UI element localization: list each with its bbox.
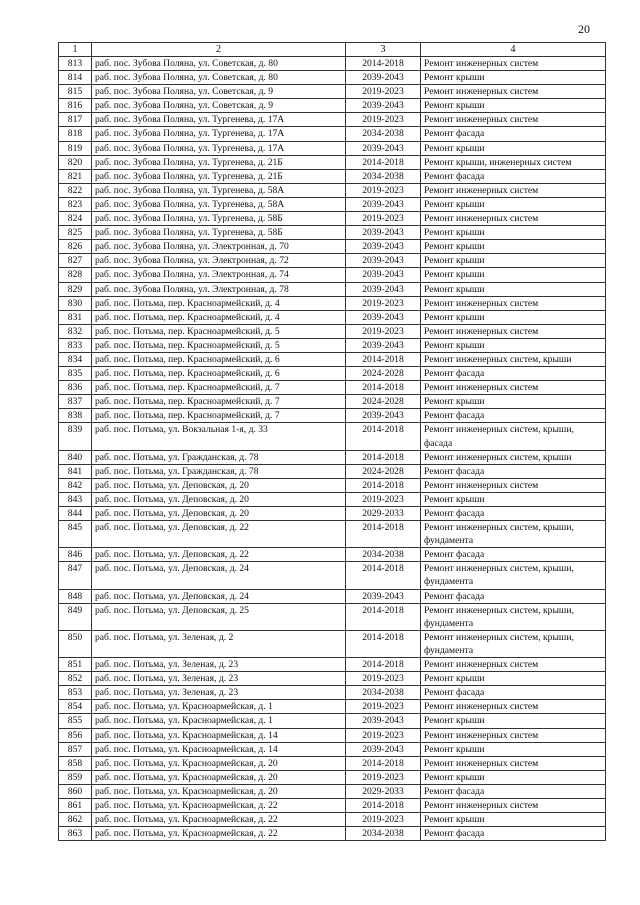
period-cell: 2019-2023 <box>346 212 421 226</box>
address-cell: раб. пос. Потьма, ул. Красноармейская, д. 1 <box>92 714 346 728</box>
address-cell: раб. пос. Потьма, ул. Красноармейская, д. 20 <box>92 784 346 798</box>
work-type-cell: Ремонт инженерных систем <box>421 381 606 395</box>
table-row <box>59 756 606 770</box>
page-number: 20 <box>578 22 590 36</box>
address-cell: раб. пос. Потьма, ул. Деповская, д. 24 <box>92 589 346 603</box>
period-cell: 2039-2043 <box>346 742 421 756</box>
row-number-cell: 833 <box>59 338 92 352</box>
work-type-cell: Ремонт инженерных систем, крыши, фундамента <box>421 603 606 630</box>
period-cell: 2039-2043 <box>346 268 421 282</box>
address-cell: раб. пос. Потьма, ул. Деповская, д. 24 <box>92 562 346 589</box>
work-type-cell: Ремонт инженерных систем <box>421 183 606 197</box>
period-cell: 2019-2023 <box>346 492 421 506</box>
work-type-cell: Ремонт крыши <box>421 71 606 85</box>
row-number-cell: 816 <box>59 99 92 113</box>
row-number-cell: 818 <box>59 127 92 141</box>
work-type-cell: Ремонт фасада <box>421 686 606 700</box>
period-cell: 2014-2018 <box>346 658 421 672</box>
table-row <box>59 450 606 464</box>
row-number-cell: 850 <box>59 630 92 657</box>
address-cell: раб. пос. Потьма, ул. Деповская, д. 20 <box>92 492 346 506</box>
work-type-cell: Ремонт крыши <box>421 672 606 686</box>
row-number-cell: 829 <box>59 282 92 296</box>
period-cell: 2039-2043 <box>346 589 421 603</box>
row-number-cell: 848 <box>59 589 92 603</box>
period-cell: 2014-2018 <box>346 423 421 450</box>
period-cell: 2014-2018 <box>346 450 421 464</box>
table-row <box>59 310 606 324</box>
address-cell: раб. пос. Зубова Поляна, ул. Тургенева, д. 58Б <box>92 226 346 240</box>
work-type-cell: Ремонт фасада <box>421 127 606 141</box>
work-type-cell: Ремонт инженерных систем <box>421 478 606 492</box>
row-number-cell: 832 <box>59 324 92 338</box>
address-cell: раб. пос. Потьма, ул. Красноармейская, д. 22 <box>92 813 346 827</box>
period-cell: 2039-2043 <box>346 240 421 254</box>
period-cell: 2034-2038 <box>346 686 421 700</box>
period-cell: 2019-2023 <box>346 183 421 197</box>
address-cell: раб. пос. Зубова Поляна, ул. Советская, д. 80 <box>92 71 346 85</box>
address-cell: раб. пос. Зубова Поляна, ул. Тургенева, д. 58Б <box>92 212 346 226</box>
period-cell: 2034-2038 <box>346 548 421 562</box>
address-cell: раб. пос. Зубова Поляна, ул. Тургенева, д. 21Б <box>92 155 346 169</box>
row-number-cell: 860 <box>59 784 92 798</box>
row-number-cell: 826 <box>59 240 92 254</box>
period-cell: 2019-2023 <box>346 113 421 127</box>
row-number-cell: 844 <box>59 507 92 521</box>
table-row <box>59 381 606 395</box>
row-number-cell: 815 <box>59 85 92 99</box>
column-header-4: 4 <box>421 43 606 57</box>
row-number-cell: 831 <box>59 310 92 324</box>
work-type-cell: Ремонт инженерных систем <box>421 296 606 310</box>
work-type-cell: Ремонт фасада <box>421 589 606 603</box>
address-cell: раб. пос. Потьма, пер. Красноармейский, д. 7 <box>92 381 346 395</box>
table-row <box>59 226 606 240</box>
address-cell: раб. пос. Зубова Поляна, ул. Тургенева, д. 17А <box>92 141 346 155</box>
row-number-cell: 828 <box>59 268 92 282</box>
row-number-cell: 819 <box>59 141 92 155</box>
table-row <box>59 338 606 352</box>
work-type-cell: Ремонт крыши <box>421 268 606 282</box>
work-type-cell: Ремонт фасада <box>421 367 606 381</box>
table-row <box>59 548 606 562</box>
address-cell: раб. пос. Потьма, ул. Зеленая, д. 2 <box>92 630 346 657</box>
period-cell: 2039-2043 <box>346 71 421 85</box>
work-type-cell: Ремонт крыши <box>421 492 606 506</box>
period-cell: 2029-2033 <box>346 784 421 798</box>
repair-schedule-table <box>58 42 606 841</box>
row-number-cell: 830 <box>59 296 92 310</box>
row-number-cell: 853 <box>59 686 92 700</box>
row-number-cell: 839 <box>59 423 92 450</box>
period-cell: 2024-2028 <box>346 464 421 478</box>
address-cell: раб. пос. Потьма, ул. Красноармейская, д. 1 <box>92 700 346 714</box>
row-number-cell: 843 <box>59 492 92 506</box>
work-type-cell: Ремонт крыши <box>421 310 606 324</box>
work-type-cell: Ремонт крыши <box>421 240 606 254</box>
work-type-cell: Ремонт инженерных систем <box>421 57 606 71</box>
address-cell: раб. пос. Потьма, ул. Красноармейская, д. 14 <box>92 728 346 742</box>
table-row <box>59 603 606 630</box>
table-row <box>59 423 606 450</box>
row-number-cell: 823 <box>59 197 92 211</box>
work-type-cell: Ремонт инженерных систем, крыши, фундамента <box>421 630 606 657</box>
work-type-cell: Ремонт инженерных систем, крыши <box>421 450 606 464</box>
period-cell: 2039-2043 <box>346 197 421 211</box>
work-type-cell: Ремонт инженерных систем <box>421 212 606 226</box>
address-cell: раб. пос. Потьма, ул. Зеленая, д. 23 <box>92 658 346 672</box>
address-cell: раб. пос. Зубова Поляна, ул. Тургенева, д. 58А <box>92 183 346 197</box>
work-type-cell: Ремонт фасада <box>421 409 606 423</box>
row-number-cell: 849 <box>59 603 92 630</box>
row-number-cell: 863 <box>59 827 92 841</box>
work-type-cell: Ремонт инженерных систем, крыши, фундамента <box>421 562 606 589</box>
table-row <box>59 742 606 756</box>
work-type-cell: Ремонт инженерных систем <box>421 700 606 714</box>
work-type-cell: Ремонт крыши <box>421 141 606 155</box>
row-number-cell: 847 <box>59 562 92 589</box>
period-cell: 2039-2043 <box>346 714 421 728</box>
work-type-cell: Ремонт инженерных систем <box>421 85 606 99</box>
work-type-cell: Ремонт инженерных систем <box>421 756 606 770</box>
work-type-cell: Ремонт инженерных систем <box>421 658 606 672</box>
column-header-3: 3 <box>346 43 421 57</box>
table-row <box>59 212 606 226</box>
table-row <box>59 324 606 338</box>
period-cell: 2019-2023 <box>346 700 421 714</box>
table-row <box>59 492 606 506</box>
period-cell: 2019-2023 <box>346 296 421 310</box>
column-header-2: 2 <box>92 43 346 57</box>
table-row <box>59 589 606 603</box>
work-type-cell: Ремонт инженерных систем <box>421 798 606 812</box>
address-cell: раб. пос. Потьма, ул. Гражданская, д. 78 <box>92 464 346 478</box>
row-number-cell: 825 <box>59 226 92 240</box>
table-row <box>59 367 606 381</box>
address-cell: раб. пос. Зубова Поляна, ул. Тургенева, д. 21Б <box>92 169 346 183</box>
table-row <box>59 268 606 282</box>
table-header <box>59 43 606 57</box>
work-type-cell: Ремонт фасада <box>421 507 606 521</box>
address-cell: раб. пос. Потьма, ул. Гражданская, д. 78 <box>92 450 346 464</box>
period-cell: 2014-2018 <box>346 562 421 589</box>
table-row <box>59 728 606 742</box>
table-row <box>59 521 606 548</box>
address-cell: раб. пос. Потьма, ул. Красноармейская, д. 20 <box>92 756 346 770</box>
row-number-cell: 842 <box>59 478 92 492</box>
period-cell: 2024-2028 <box>346 367 421 381</box>
row-number-cell: 855 <box>59 714 92 728</box>
period-cell: 2014-2018 <box>346 756 421 770</box>
address-cell: раб. пос. Потьма, пер. Красноармейский, д. 6 <box>92 367 346 381</box>
period-cell: 2019-2023 <box>346 85 421 99</box>
work-type-cell: Ремонт крыши <box>421 813 606 827</box>
table-row <box>59 352 606 366</box>
row-number-cell: 840 <box>59 450 92 464</box>
address-cell: раб. пос. Зубова Поляна, ул. Электронная, д. 70 <box>92 240 346 254</box>
table-row <box>59 409 606 423</box>
period-cell: 2034-2038 <box>346 169 421 183</box>
row-number-cell: 813 <box>59 57 92 71</box>
row-number-cell: 820 <box>59 155 92 169</box>
table-row <box>59 85 606 99</box>
address-cell: раб. пос. Потьма, ул. Красноармейская, д. 22 <box>92 798 346 812</box>
address-cell: раб. пос. Потьма, пер. Красноармейский, д. 5 <box>92 338 346 352</box>
table-row <box>59 296 606 310</box>
address-cell: раб. пос. Потьма, ул. Деповская, д. 20 <box>92 478 346 492</box>
address-cell: раб. пос. Зубова Поляна, ул. Электронная, д. 74 <box>92 268 346 282</box>
row-number-cell: 854 <box>59 700 92 714</box>
row-number-cell: 824 <box>59 212 92 226</box>
work-type-cell: Ремонт инженерных систем, крыши, фундамента <box>421 521 606 548</box>
address-cell: раб. пос. Потьма, ул. Деповская, д. 22 <box>92 521 346 548</box>
period-cell: 2039-2043 <box>346 99 421 113</box>
work-type-cell: Ремонт крыши <box>421 770 606 784</box>
address-cell: раб. пос. Потьма, ул. Красноармейская, д. 20 <box>92 770 346 784</box>
address-cell: раб. пос. Потьма, ул. Красноармейская, д. 14 <box>92 742 346 756</box>
table-row <box>59 395 606 409</box>
period-cell: 2014-2018 <box>346 630 421 657</box>
period-cell: 2019-2023 <box>346 728 421 742</box>
period-cell: 2014-2018 <box>346 798 421 812</box>
period-cell: 2039-2043 <box>346 310 421 324</box>
address-cell: раб. пос. Зубова Поляна, ул. Электронная, д. 72 <box>92 254 346 268</box>
table-row <box>59 507 606 521</box>
work-type-cell: Ремонт крыши <box>421 742 606 756</box>
period-cell: 2014-2018 <box>346 352 421 366</box>
period-cell: 2014-2018 <box>346 478 421 492</box>
table-row <box>59 240 606 254</box>
work-type-cell: Ремонт фасада <box>421 784 606 798</box>
period-cell: 2039-2043 <box>346 141 421 155</box>
header-row <box>59 43 606 57</box>
period-cell: 2024-2028 <box>346 395 421 409</box>
work-type-cell: Ремонт крыши <box>421 714 606 728</box>
work-type-cell: Ремонт фасада <box>421 464 606 478</box>
period-cell: 2019-2023 <box>346 672 421 686</box>
table-row <box>59 183 606 197</box>
address-cell: раб. пос. Потьма, пер. Красноармейский, д. 4 <box>92 310 346 324</box>
work-type-cell: Ремонт крыши, инженерных систем <box>421 155 606 169</box>
table-row <box>59 169 606 183</box>
work-type-cell: Ремонт инженерных систем <box>421 113 606 127</box>
row-number-cell: 845 <box>59 521 92 548</box>
address-cell: раб. пос. Зубова Поляна, ул. Советская, д. 9 <box>92 99 346 113</box>
row-number-cell: 851 <box>59 658 92 672</box>
table-row <box>59 813 606 827</box>
period-cell: 2039-2043 <box>346 254 421 268</box>
work-type-cell: Ремонт крыши <box>421 99 606 113</box>
row-number-cell: 858 <box>59 756 92 770</box>
column-header-1: 1 <box>59 43 92 57</box>
work-type-cell: Ремонт фасада <box>421 548 606 562</box>
table-row <box>59 798 606 812</box>
period-cell: 2014-2018 <box>346 603 421 630</box>
address-cell: раб. пос. Потьма, пер. Красноармейский, д. 5 <box>92 324 346 338</box>
row-number-cell: 861 <box>59 798 92 812</box>
address-cell: раб. пос. Потьма, ул. Деповская, д. 25 <box>92 603 346 630</box>
work-type-cell: Ремонт крыши <box>421 282 606 296</box>
table-row <box>59 99 606 113</box>
address-cell: раб. пос. Потьма, пер. Красноармейский, д. 4 <box>92 296 346 310</box>
period-cell: 2034-2038 <box>346 827 421 841</box>
table-row <box>59 714 606 728</box>
row-number-cell: 846 <box>59 548 92 562</box>
work-type-cell: Ремонт крыши <box>421 395 606 409</box>
table-body <box>59 57 606 841</box>
address-cell: раб. пос. Потьма, пер. Красноармейский, д. 6 <box>92 352 346 366</box>
address-cell: раб. пос. Потьма, ул. Красноармейская, д. 22 <box>92 827 346 841</box>
row-number-cell: 821 <box>59 169 92 183</box>
period-cell: 2014-2018 <box>346 381 421 395</box>
row-number-cell: 827 <box>59 254 92 268</box>
period-cell: 2029-2033 <box>346 507 421 521</box>
row-number-cell: 852 <box>59 672 92 686</box>
address-cell: раб. пос. Потьма, ул. Вокзальная 1-я, д. 33 <box>92 423 346 450</box>
period-cell: 2014-2018 <box>346 521 421 548</box>
row-number-cell: 859 <box>59 770 92 784</box>
address-cell: раб. пос. Зубова Поляна, ул. Советская, д. 80 <box>92 57 346 71</box>
row-number-cell: 841 <box>59 464 92 478</box>
work-type-cell: Ремонт инженерных систем, крыши, фасада <box>421 423 606 450</box>
row-number-cell: 838 <box>59 409 92 423</box>
table-row <box>59 478 606 492</box>
period-cell: 2039-2043 <box>346 282 421 296</box>
period-cell: 2039-2043 <box>346 409 421 423</box>
table-row <box>59 464 606 478</box>
table-row <box>59 282 606 296</box>
table-row <box>59 630 606 657</box>
table-row <box>59 57 606 71</box>
period-cell: 2019-2023 <box>346 770 421 784</box>
address-cell: раб. пос. Потьма, пер. Красноармейский, д. 7 <box>92 395 346 409</box>
row-number-cell: 857 <box>59 742 92 756</box>
work-type-cell: Ремонт инженерных систем, крыши <box>421 352 606 366</box>
row-number-cell: 836 <box>59 381 92 395</box>
address-cell: раб. пос. Потьма, ул. Зеленая, д. 23 <box>92 686 346 700</box>
address-cell: раб. пос. Зубова Поляна, ул. Тургенева, д. 58А <box>92 197 346 211</box>
period-cell: 2014-2018 <box>346 155 421 169</box>
address-cell: раб. пос. Зубова Поляна, ул. Тургенева, д. 17А <box>92 127 346 141</box>
period-cell: 2019-2023 <box>346 324 421 338</box>
period-cell: 2034-2038 <box>346 127 421 141</box>
table-row <box>59 141 606 155</box>
address-cell: раб. пос. Зубова Поляна, ул. Тургенева, д. 17А <box>92 113 346 127</box>
row-number-cell: 834 <box>59 352 92 366</box>
work-type-cell: Ремонт крыши <box>421 338 606 352</box>
table-row <box>59 113 606 127</box>
table-row <box>59 71 606 85</box>
table-row <box>59 254 606 268</box>
row-number-cell: 856 <box>59 728 92 742</box>
row-number-cell: 814 <box>59 71 92 85</box>
table-row <box>59 784 606 798</box>
table-row <box>59 686 606 700</box>
table-row <box>59 127 606 141</box>
address-cell: раб. пос. Потьма, ул. Деповская, д. 22 <box>92 548 346 562</box>
address-cell: раб. пос. Потьма, ул. Деповская, д. 20 <box>92 507 346 521</box>
table-row <box>59 562 606 589</box>
table-row <box>59 827 606 841</box>
table-row <box>59 770 606 784</box>
table-row <box>59 700 606 714</box>
table-row <box>59 197 606 211</box>
work-type-cell: Ремонт фасада <box>421 169 606 183</box>
period-cell: 2039-2043 <box>346 226 421 240</box>
work-type-cell: Ремонт инженерных систем <box>421 728 606 742</box>
row-number-cell: 822 <box>59 183 92 197</box>
period-cell: 2014-2018 <box>346 57 421 71</box>
work-type-cell: Ремонт крыши <box>421 226 606 240</box>
address-cell: раб. пос. Потьма, ул. Зеленая, д. 23 <box>92 672 346 686</box>
table-row <box>59 658 606 672</box>
period-cell: 2039-2043 <box>346 338 421 352</box>
work-type-cell: Ремонт крыши <box>421 197 606 211</box>
row-number-cell: 837 <box>59 395 92 409</box>
address-cell: раб. пос. Потьма, пер. Красноармейский, д. 7 <box>92 409 346 423</box>
period-cell: 2019-2023 <box>346 813 421 827</box>
work-type-cell: Ремонт фасада <box>421 827 606 841</box>
table-row <box>59 155 606 169</box>
address-cell: раб. пос. Зубова Поляна, ул. Советская, д. 9 <box>92 85 346 99</box>
row-number-cell: 835 <box>59 367 92 381</box>
row-number-cell: 817 <box>59 113 92 127</box>
table-row <box>59 672 606 686</box>
work-type-cell: Ремонт инженерных систем <box>421 324 606 338</box>
row-number-cell: 862 <box>59 813 92 827</box>
work-type-cell: Ремонт крыши <box>421 254 606 268</box>
address-cell: раб. пос. Зубова Поляна, ул. Электронная, д. 78 <box>92 282 346 296</box>
